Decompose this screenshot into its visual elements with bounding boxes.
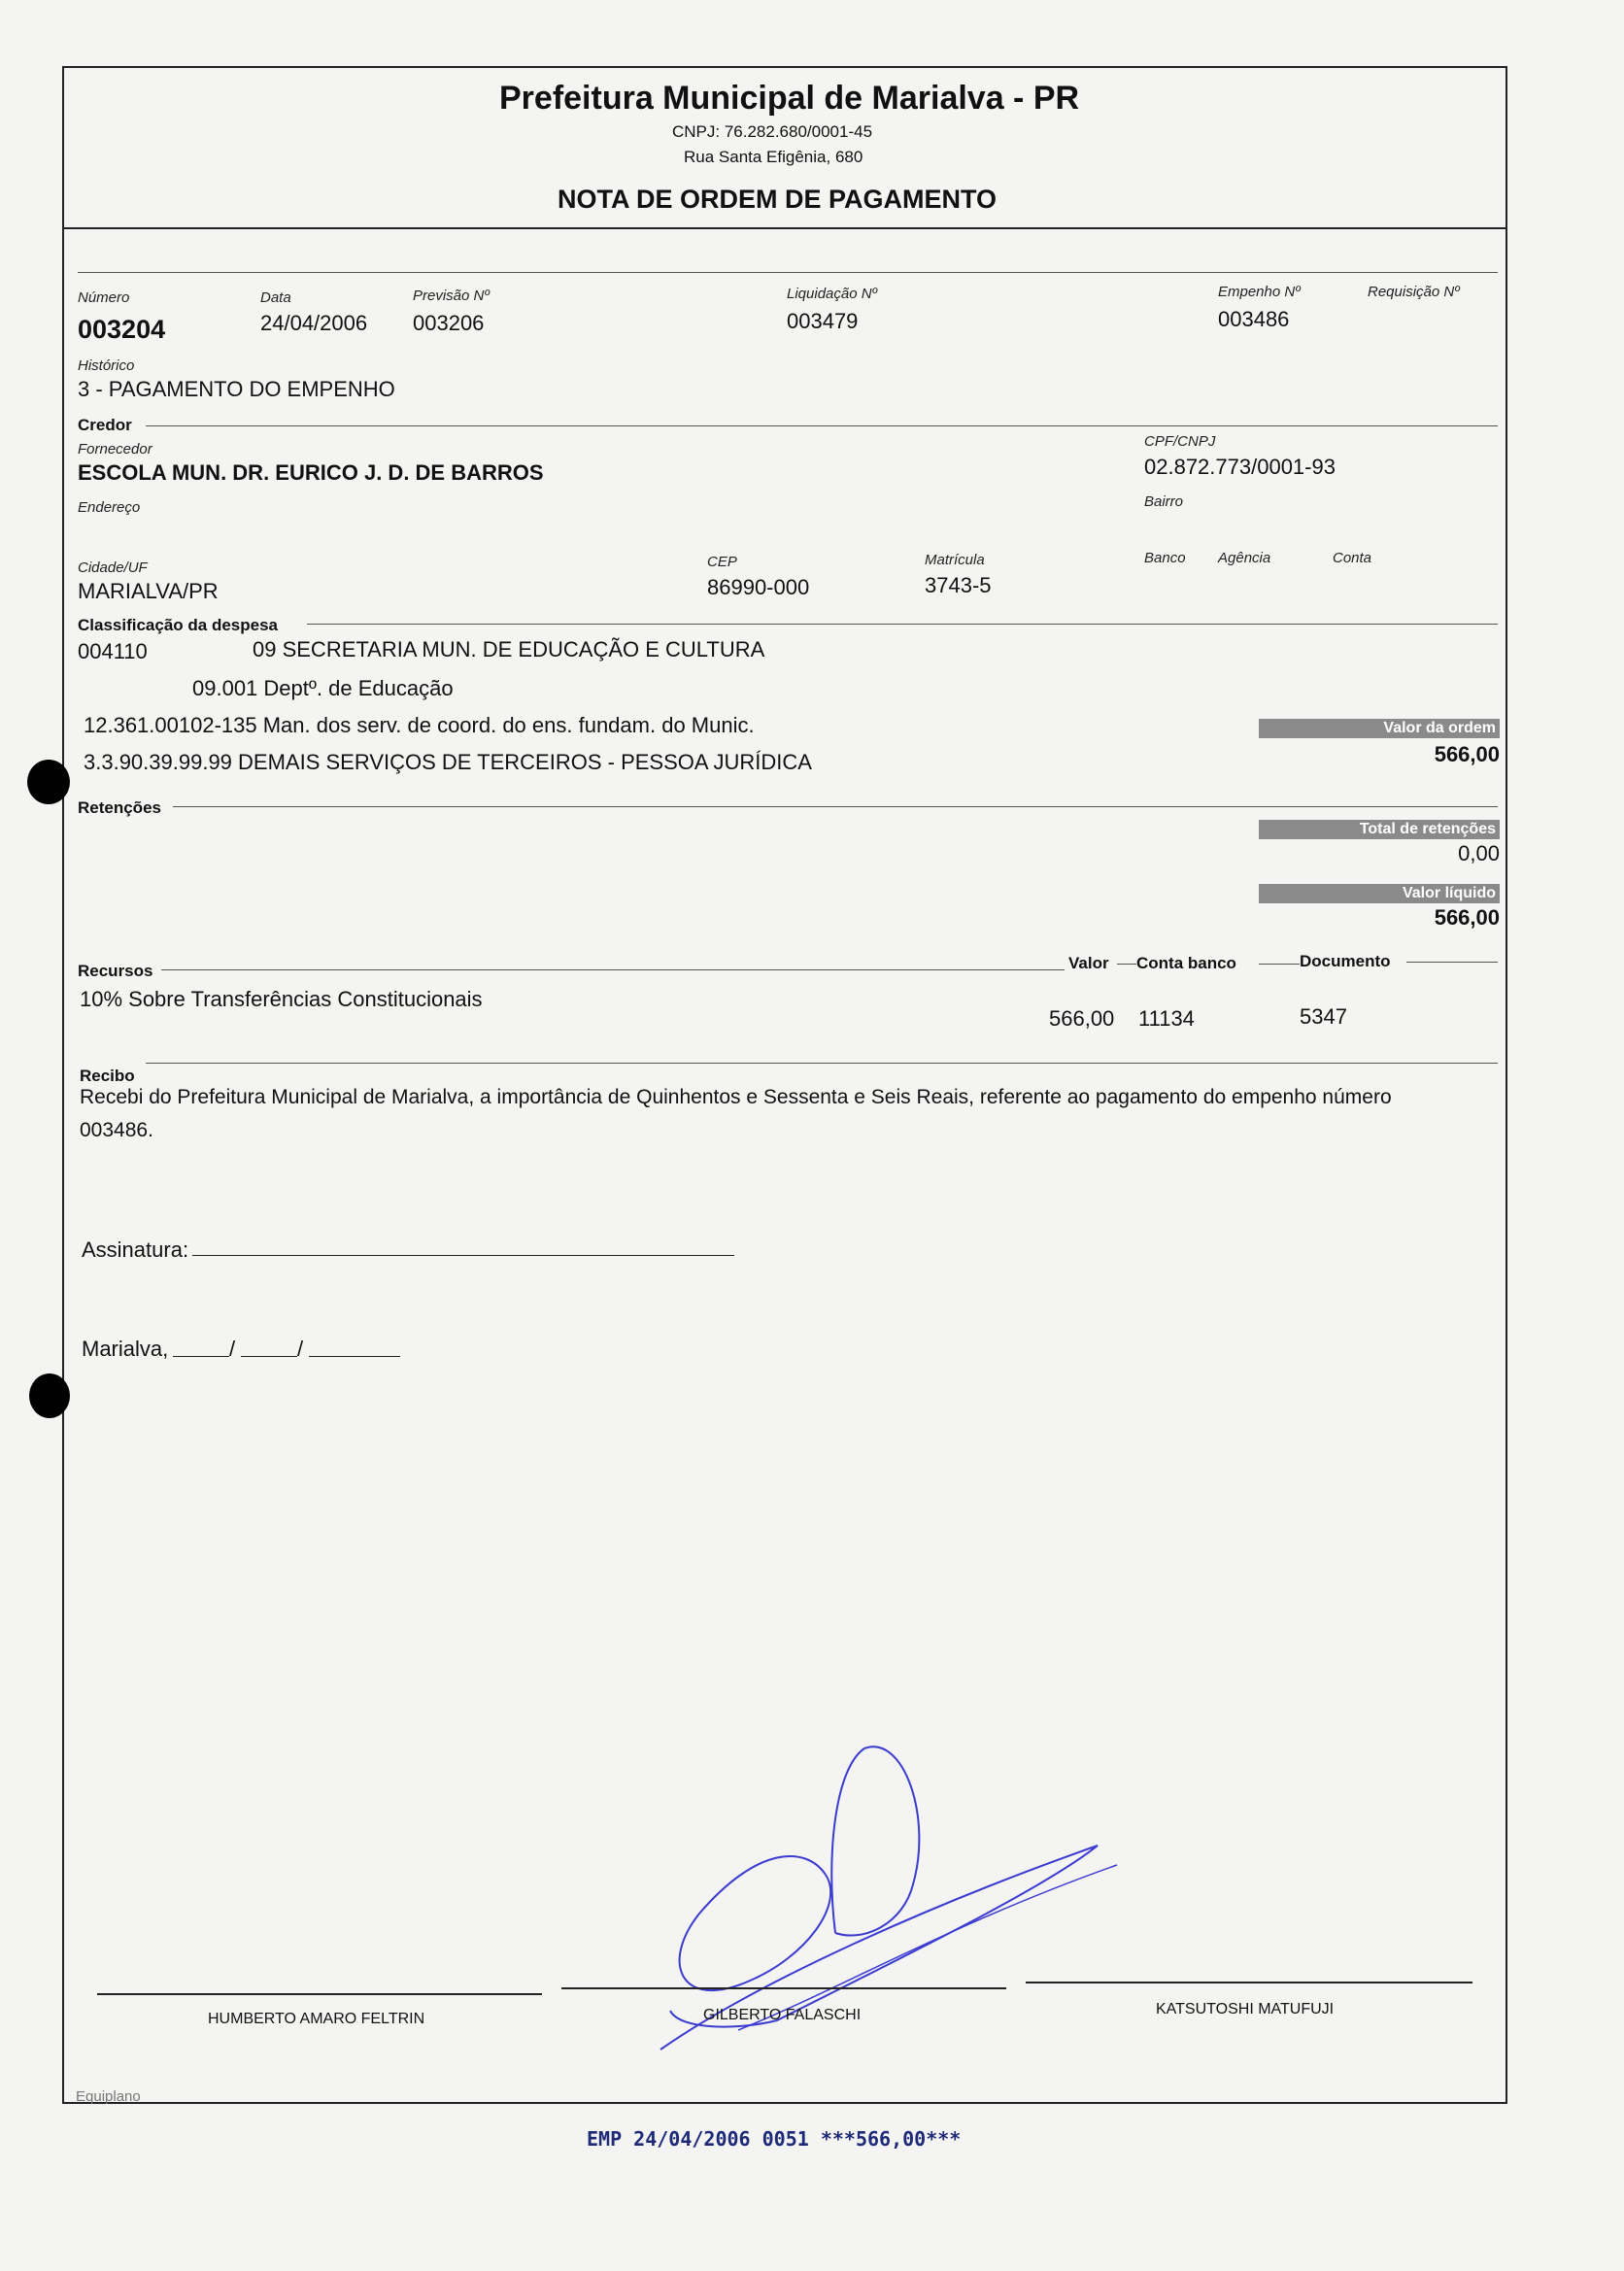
recursos-divider-3 bbox=[1259, 964, 1300, 965]
despesa-code: 004110 bbox=[78, 639, 148, 663]
historico-value: 3 - PAGAMENTO DO EMPENHO bbox=[78, 377, 395, 401]
assinatura-label: Assinatura: bbox=[82, 1237, 189, 1262]
signature-line-2 bbox=[561, 1987, 1006, 1989]
cnpj-text: CNPJ: 76.282.680/0001-45 bbox=[672, 122, 873, 141]
retencoes-section-title: Retenções bbox=[78, 798, 161, 817]
liquidacao-label: Liquidação Nº bbox=[787, 286, 878, 302]
retencoes-divider bbox=[173, 806, 1498, 807]
despesa-section-title: Classificação da despesa bbox=[78, 616, 279, 634]
valor-ordem-label: Valor da ordem bbox=[1259, 719, 1500, 738]
data-value: 24/04/2006 bbox=[260, 311, 368, 335]
recibo-divider bbox=[146, 1063, 1498, 1064]
signatory-2: GILBERTO FALASCHI bbox=[703, 2007, 862, 2023]
fornecedor-label: Fornecedor bbox=[78, 441, 152, 458]
despesa-natureza: 3.3.90.39.99.99 DEMAIS SERVIÇOS DE TERCEIROS - PESSOA JURÍDICA bbox=[84, 750, 812, 774]
recursos-divider bbox=[161, 969, 1065, 970]
valor-ordem-value: 566,00 bbox=[1434, 742, 1500, 766]
recursos-documento: 5347 bbox=[1300, 1004, 1347, 1029]
numero-label: Número bbox=[78, 289, 130, 306]
total-retencoes-label: Total de retenções bbox=[1259, 820, 1500, 839]
recursos-conta: 11134 bbox=[1138, 1006, 1195, 1031]
recursos-divider-2 bbox=[1117, 964, 1136, 965]
address-text: Rua Santa Efigênia, 680 bbox=[684, 148, 863, 166]
endereco-label: Endereço bbox=[78, 499, 141, 516]
cidade-label: Cidade/UF bbox=[78, 559, 148, 576]
total-retencoes-value: 0,00 bbox=[1458, 841, 1500, 865]
credor-section-title: Credor bbox=[78, 416, 132, 434]
local-label: Marialva, bbox=[82, 1337, 169, 1361]
assinatura-line bbox=[192, 1255, 734, 1256]
previsao-label: Previsão Nº bbox=[413, 288, 490, 304]
signature-line-3 bbox=[1026, 1982, 1472, 1983]
data-label: Data bbox=[260, 289, 291, 306]
matricula-label: Matrícula bbox=[925, 552, 985, 568]
recursos-documento-label: Documento bbox=[1300, 952, 1391, 970]
agencia-label: Agência bbox=[1218, 550, 1271, 566]
bairro-label: Bairro bbox=[1144, 493, 1184, 510]
punch-hole-bottom bbox=[29, 1373, 70, 1418]
previsao-value: 003206 bbox=[413, 311, 485, 335]
date-day-line bbox=[173, 1356, 229, 1357]
liquidacao-value: 003479 bbox=[787, 309, 859, 333]
credor-divider bbox=[146, 425, 1498, 426]
recibo-section-title: Recibo bbox=[80, 1067, 135, 1085]
banco-label: Banco bbox=[1144, 550, 1186, 566]
date-slash-1: / bbox=[229, 1337, 236, 1361]
header-divider bbox=[62, 227, 1507, 229]
requisicao-label: Requisição Nº bbox=[1368, 284, 1460, 300]
cpf-label: CPF/CNPJ bbox=[1144, 433, 1216, 450]
recursos-descricao: 10% Sobre Transferências Constitucionais bbox=[80, 987, 483, 1011]
despesa-departamento: 09.001 Deptº. de Educação bbox=[192, 676, 454, 700]
municipality-title: Prefeitura Municipal de Marialva - PR bbox=[499, 80, 1080, 117]
cep-label: CEP bbox=[707, 554, 737, 570]
signatory-3: KATSUTOSHI MATUFUJI bbox=[1156, 2001, 1335, 2017]
software-label: Equiplano bbox=[76, 2088, 141, 2105]
valor-liquido-value: 566,00 bbox=[1434, 905, 1500, 930]
fornecedor-value: ESCOLA MUN. DR. EURICO J. D. DE BARROS bbox=[78, 460, 544, 485]
recursos-section-title: Recursos bbox=[78, 962, 153, 980]
historico-label: Histórico bbox=[78, 357, 135, 374]
despesa-funcional: 12.361.00102-135 Man. dos serv. de coord. do ens. fundam. do Munic. bbox=[84, 713, 755, 737]
recursos-conta-label: Conta banco bbox=[1136, 954, 1236, 972]
punch-hole-top bbox=[27, 760, 70, 804]
document-title: NOTA DE ORDEM DE PAGAMENTO bbox=[558, 185, 998, 214]
signature-line-1 bbox=[97, 1993, 542, 1995]
recibo-text-line1: Recebi do Prefeitura Municipal de Marialva, a importância de Quinhentos e Sessenta e Seis Reais, referente ao pagamento do empenho número bbox=[80, 1086, 1392, 1108]
recursos-divider-4 bbox=[1406, 962, 1498, 963]
date-slash-2: / bbox=[297, 1337, 304, 1361]
cpf-value: 02.872.773/0001-93 bbox=[1144, 455, 1336, 479]
conta-label: Conta bbox=[1333, 550, 1372, 566]
valor-liquido-label: Valor líquido bbox=[1259, 884, 1500, 903]
bank-stamp: EMP 24/04/2006 0051 ***566,00*** bbox=[587, 2127, 962, 2151]
despesa-secretaria: 09 SECRETARIA MUN. DE EDUCAÇÃO E CULTURA bbox=[253, 637, 765, 661]
empenho-label: Empenho Nº bbox=[1218, 284, 1301, 300]
date-month-line bbox=[241, 1356, 297, 1357]
cep-value: 86990-000 bbox=[707, 575, 810, 599]
empenho-value: 003486 bbox=[1218, 307, 1290, 331]
cidade-value: MARIALVA/PR bbox=[78, 579, 219, 603]
despesa-divider bbox=[307, 624, 1498, 625]
recursos-valor-label: Valor bbox=[1068, 954, 1109, 972]
recursos-valor: 566,00 bbox=[1049, 1006, 1115, 1031]
signatory-1: HUMBERTO AMARO FELTRIN bbox=[208, 2011, 425, 2027]
matricula-value: 3743-5 bbox=[925, 573, 992, 597]
info-divider bbox=[78, 272, 1498, 273]
recibo-text-line2: 003486. bbox=[80, 1119, 153, 1141]
numero-value: 003204 bbox=[78, 315, 166, 344]
date-year-line bbox=[309, 1356, 400, 1357]
